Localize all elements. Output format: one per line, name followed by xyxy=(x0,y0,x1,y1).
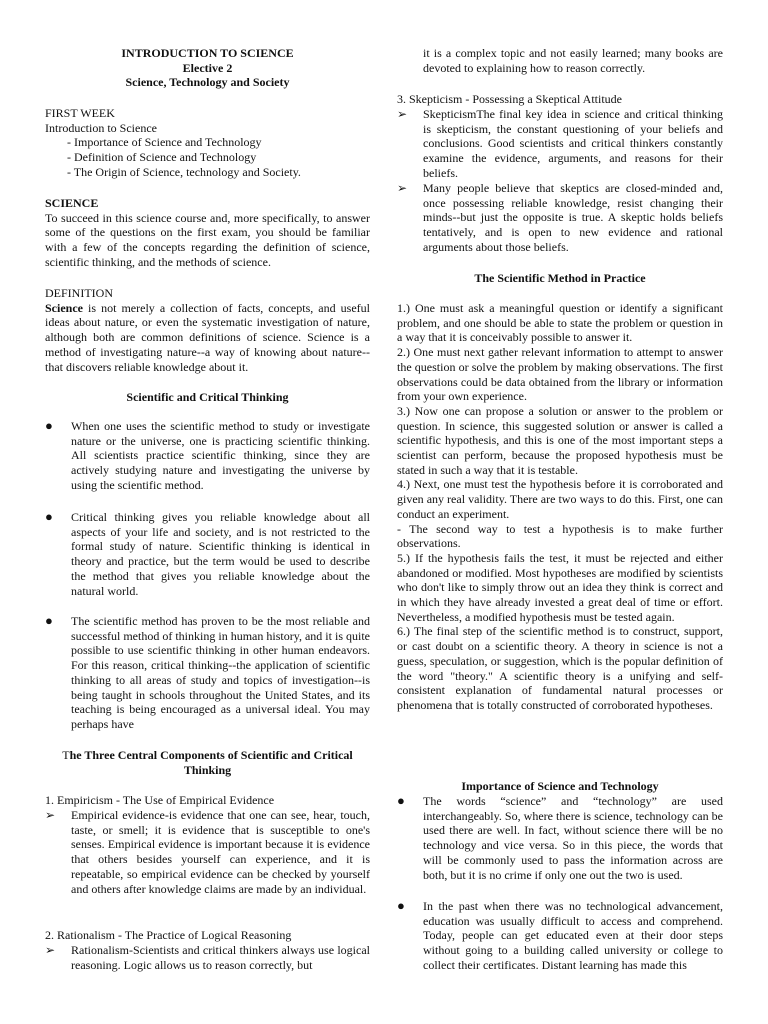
method-step: 6.) The final step of the scientific method is to construct, support, or cast doubt on a scientific theory. A theory in science is not a guess, speculation, or suggestion, which is the popular definition of the word "theory." A scientific theory is a unifying and self-consistent explanation of fundamental natural processes or phenomena that is totally constructed of corroborated hypotheses. xyxy=(397,624,723,712)
bullet-dot-icon: ● xyxy=(45,613,53,628)
week-label: FIRST WEEK xyxy=(45,106,115,120)
rationalism-continued: it is a complex topic and not easily learned; many books are devoted to explaining how to reason correctly. xyxy=(423,46,723,75)
definition-term: Science xyxy=(45,300,83,315)
method-note: - The second way to test a hypothesis is to make further observations. xyxy=(397,521,723,551)
method-heading: The Scientific Method in Practice xyxy=(474,271,646,285)
importance-text: The words “science” and “technology” are used interchangeably. So, where there is science, technology can be used there are well. In fact, without science there will be no technology and vice versa. So in this piece, the words that will be commonly used to pass the information across are both, but it is no crime if only one out the two is used. xyxy=(423,794,723,882)
list-item xyxy=(397,181,723,255)
three-heading-prefix: T xyxy=(62,748,70,762)
bullet-dot-icon: ● xyxy=(397,898,405,913)
method-step: 1.) One must ask a meaningful question or identify a significant problem, and one should be able to state the problem or question in a way that it is conceivably possible to answer it. xyxy=(397,301,723,345)
document-subtitle-elective: Elective 2 xyxy=(182,60,233,75)
sct-bullet-text: Critical thinking gives you reliable knowledge about all aspects of your life and society, and is not restricted to the formal study of nature. Scientific thinking is identical in theory and practice, but the term would be used to describe the method that gives you reliable knowledge about the natural world. xyxy=(71,510,370,598)
rationalism-heading: 2. Rationalism - The Practice of Logical Reasoning xyxy=(45,928,292,942)
list-item xyxy=(397,107,723,181)
bullet-dot-icon: ● xyxy=(397,793,405,808)
method-step: 2.) One must next gather relevant information to attempt to answer the question or solve the problem by making observations. The first observations could be data obtained from the library or information from your own experience. xyxy=(397,345,723,404)
topic-item: - Importance of Science and Technology xyxy=(67,135,262,150)
rationalism-text: Rationalism-Scientists and critical thinkers always use logical reasoning. Logic allows us to reason correctly, but xyxy=(71,943,370,972)
list-item xyxy=(45,419,370,493)
document-title-block xyxy=(45,46,370,90)
importance-text: In the past when there was no technological advancement, education was usually difficult to access and comprehend. Today, people can get educated even at their door steps without going to a building called university or college to collect their certificates. Distant learning has made this xyxy=(423,899,723,972)
method-step: 5.) If the hypothesis fails the test, it must be rejected and either abandoned or modified. Most hypotheses are modified by scientists who don't like to simply throw out an idea they think is correct and in which they have already invested a great deal of time or effort. Nevertheless, a modified hypothesis must be tested again. xyxy=(397,550,723,624)
bullet-arrow-icon: ➢ xyxy=(397,107,408,121)
topic-item: - Definition of Science and Technology xyxy=(67,150,257,165)
list-item xyxy=(45,943,370,972)
bullet-arrow-icon: ➢ xyxy=(397,181,408,195)
importance-heading: Importance of Science and Technology xyxy=(461,779,659,793)
list-item xyxy=(45,808,370,896)
method-step: 4.) Next, one must test the hypothesis before it is corroborated and given any real validity. There are two ways to do this. First, one can conduct an experiment. xyxy=(397,477,723,521)
sct-heading: Scientific and Critical Thinking xyxy=(126,390,289,404)
science-paragraph: To succeed in this science course and, more specifically, to answer some of the questions on the first exam, you should be familiar with a few of the concepts regarding the definition of science, scientific thinking, and the methods of science. xyxy=(45,210,370,269)
list-item xyxy=(45,510,370,598)
science-heading: SCIENCE xyxy=(45,196,99,210)
bullet-dot-icon: ● xyxy=(45,509,53,524)
empiricism-heading: 1. Empiricism - The Use of Empirical Evidence xyxy=(45,793,275,807)
topic-item: - The Origin of Science, technology and Society. xyxy=(67,164,301,179)
week-topic: Introduction to Science xyxy=(45,120,157,135)
science-section xyxy=(45,196,370,270)
list-item xyxy=(397,899,723,973)
document-title: INTRODUCTION TO SCIENCE xyxy=(121,46,294,60)
bullet-arrow-icon: ➢ xyxy=(45,808,56,822)
skepticism-text: Many people believe that skeptics are closed-minded and, once possessing reliable knowledge, resist changing their minds--but just the opposite is true. A skeptic holds beliefs tentatively, and is open to new evidence and rational arguments about those beliefs. xyxy=(423,181,723,254)
sct-bullet-text: The scientific method has proven to be the most reliable and successful method of thinking in human history, and it is quite possible to use scientific thinking in other human endeavors. For this reason, critical thinking--the application of scientific thinking to all areas of study and topics of investigation--is being taught in schools throughout the United States, and its teaching is being encouraged as a universal ideal. You may perhaps have xyxy=(71,614,370,731)
method-steps xyxy=(397,301,723,713)
skepticism-text: SkepticismThe final key idea in science and critical thinking is skepticism, the constant questioning of your beliefs and conclusions. Good scientists and critical thinkers constantly examine the evidence, arguments, and reasons for their beliefs. xyxy=(423,107,723,180)
list-item xyxy=(397,794,723,882)
method-step: 3.) Now one can propose a solution or answer to the problem or question. In science, this suggested solution or answer is called a scientific hypothesis, and this is one of the most important steps a scientist can perform, because the proposed hypothesis must be stated in such a way that it is testable. xyxy=(397,403,723,477)
definition-paragraph xyxy=(45,301,370,375)
definition-text: is not merely a collection of facts, concepts, and useful ideas about nature, or even the systematic investigation of nature, although both are common definitions of science. Science is a method of investigating nature--a way of knowing about nature--that discovers reliable knowledge about it. xyxy=(45,300,370,374)
sct-bullet-text: When one uses the scientific method to study or investigate nature or the universe, one is practicing scientific thinking. All scientists practice scientific thinking, since they are actively studying nature and investigating the universe by using the scientific method. xyxy=(71,419,370,492)
definition-heading: DEFINITION xyxy=(45,286,113,300)
document-subtitle-course: Science, Technology and Society xyxy=(125,75,290,90)
empiricism-text: Empirical evidence-is evidence that one can see, hear, touch, taste, or smell; it is evidence that is susceptible to one's senses. Empirical evidence is important because it is evidence that others besides yourself can experience, and it is repeatable, so empirical evidence can be checked by yourself and others after knowledge claims are made by an individual. xyxy=(71,808,370,896)
bullet-arrow-icon: ➢ xyxy=(45,943,56,957)
week-block xyxy=(45,106,370,180)
three-components-heading xyxy=(45,748,370,777)
skepticism-heading: 3. Skepticism - Possessing a Skeptical Attitude xyxy=(397,92,622,106)
three-heading-rest: he Three Central Components of Scientific and Critical Thinking xyxy=(69,748,353,777)
bullet-dot-icon: ● xyxy=(45,418,53,433)
definition-section xyxy=(45,286,370,374)
list-item xyxy=(45,614,370,732)
